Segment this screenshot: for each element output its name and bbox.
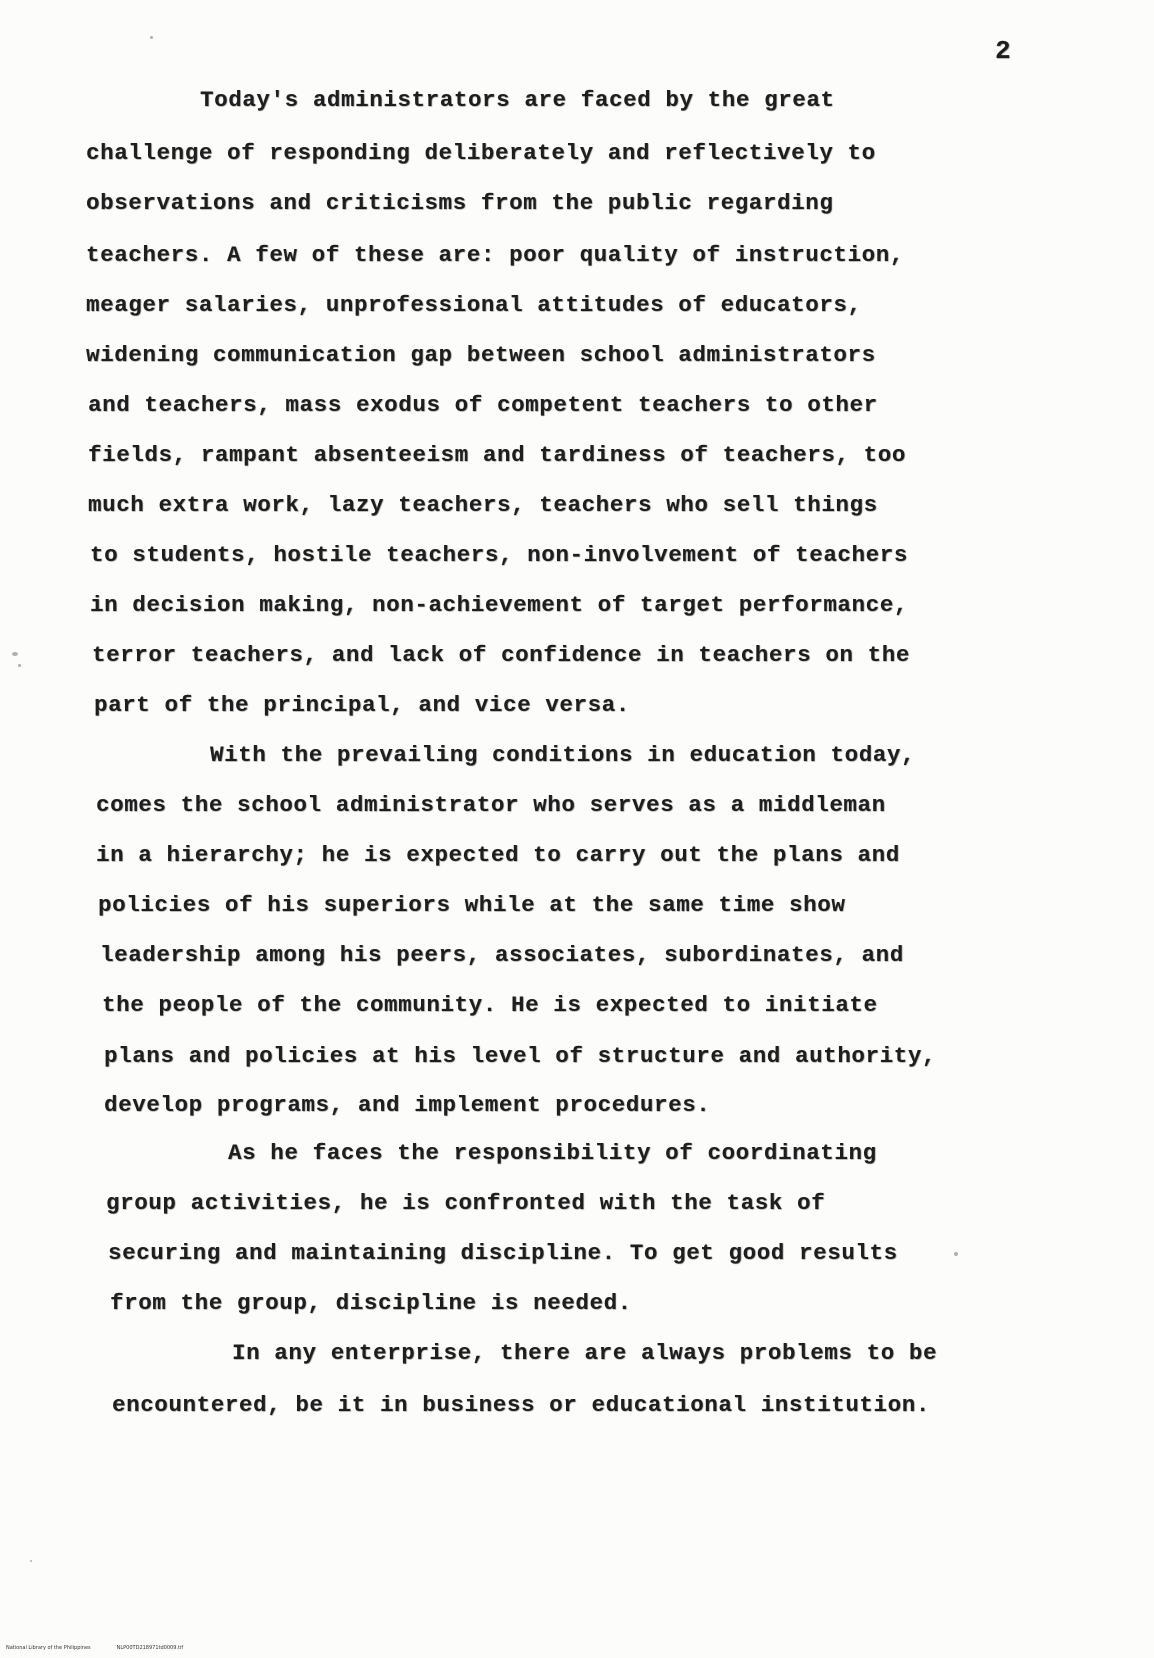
text-line: encountered, be it in business or educational institution. (112, 1392, 930, 1418)
text-line: fields, rampant absenteeism and tardiness of teachers, too (88, 442, 906, 468)
text-line: and teachers, mass exodus of competent teachers to other (88, 392, 878, 418)
text-line: much extra work, lazy teachers, teachers who sell things (88, 492, 878, 518)
text-line: Today's administrators are faced by the great (200, 87, 835, 113)
text-line: leadership among his peers, associates, subordinates, and (100, 942, 904, 968)
footer-library: National Library of the Philippines (6, 1645, 91, 1651)
footer (6, 1645, 183, 1651)
text-line: group activities, he is confronted with the task of (106, 1190, 826, 1216)
scan-speck (18, 664, 21, 667)
text-line: As he faces the responsibility of coordinating (228, 1140, 877, 1166)
text-line: from the group, discipline is needed. (110, 1290, 632, 1316)
text-line: In any enterprise, there are always problems to be (232, 1340, 938, 1366)
text-line: the people of the community. He is expected to initiate (102, 992, 878, 1018)
text-line: With the prevailing conditions in education today, (210, 742, 916, 768)
text-line: widening communication gap between school administrators (86, 342, 876, 368)
text-line: teachers. A few of these are: poor quality of instruction, (86, 242, 904, 268)
text-line: in a hierarchy; he is expected to carry out the plans and (96, 842, 900, 868)
scan-speck (150, 36, 153, 39)
scan-speck (30, 1560, 32, 1562)
text-line: meager salaries, unprofessional attitudes of educators, (86, 292, 862, 318)
text-line: observations and criticisms from the public regarding (86, 190, 834, 216)
text-line: comes the school administrator who serves as a middleman (96, 792, 886, 818)
scan-speck (954, 1252, 958, 1256)
text-line: part of the principal, and vice versa. (94, 692, 630, 718)
text-line: terror teachers, and lack of confidence in teachers on the (92, 642, 910, 668)
text-line: securing and maintaining discipline. To get good results (108, 1240, 898, 1266)
text-line: policies of his superiors while at the same time show (98, 892, 846, 918)
text-line: in decision making, non-achievement of target performance, (90, 592, 908, 618)
text-line: challenge of responding deliberately and reflectively to (86, 140, 876, 166)
text-line: to students, hostile teachers, non-involvement of teachers (90, 542, 908, 568)
scan-speck (12, 652, 18, 656)
footer-file-ref: NLP00TD218971td0009.tif (116, 1645, 184, 1651)
text-line: plans and policies at his level of structure and authority, (104, 1043, 937, 1069)
page-number: 2 (995, 36, 1011, 66)
text-line: develop programs, and implement procedures. (104, 1092, 711, 1118)
